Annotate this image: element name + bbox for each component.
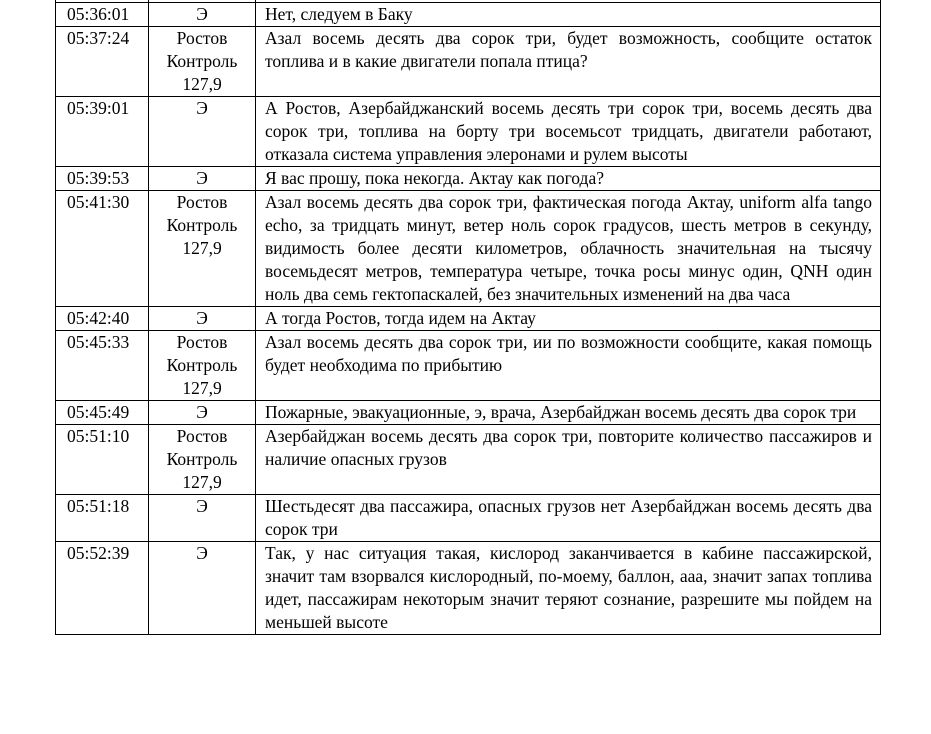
source-line: Ростов xyxy=(176,332,228,352)
source-line: Контроль xyxy=(166,449,238,469)
timestamp-cell: 05:51:18 xyxy=(56,495,149,542)
source-line: Э xyxy=(196,168,208,188)
source-line: Э xyxy=(196,4,208,24)
table-row xyxy=(56,97,881,167)
source-cell xyxy=(149,425,256,495)
source-cell xyxy=(149,97,256,167)
message-cell: Так, у нас ситуация такая, кислород заканчивается в кабине пассажирской, значит там взорвался кислородный, по-моему, баллон, ааа, значит запах топлива идет, пассажирам некоторым значит теряют сознание, разрешите мы пойдем на меньшей высоте xyxy=(256,542,881,635)
transcript-rows xyxy=(56,0,881,635)
source-line: 127,9 xyxy=(182,74,222,94)
timestamp-cell: 05:45:49 xyxy=(56,401,149,425)
timestamp-cell: 05:37:24 xyxy=(56,27,149,97)
source-cell xyxy=(149,331,256,401)
table-row xyxy=(56,331,881,401)
message-cell: Азал восемь десять два сорок три, ии по возможности сообщите, какая помощь будет необходима по прибытию xyxy=(256,331,881,401)
source-cell xyxy=(149,167,256,191)
timestamp-cell: 05:42:40 xyxy=(56,307,149,331)
timestamp-cell: 05:36:01 xyxy=(56,3,149,27)
table-row xyxy=(56,307,881,331)
message-cell: А Ростов, Азербайджанский восемь десять три сорок три, восемь десять два сорок три, топлива на борту три восемьсот тридцать, двигатели работают, отказала система управления элеронами и рулем высоты xyxy=(256,97,881,167)
source-line: 127,9 xyxy=(182,472,222,492)
timestamp-cell: 05:52:39 xyxy=(56,542,149,635)
source-line: 127,9 xyxy=(182,378,222,398)
source-line: Э xyxy=(196,308,208,328)
message-cell: Азал восемь десять два сорок три, будет возможность, сообщите остаток топлива и в какие двигатели попала птица? xyxy=(256,27,881,97)
table-row xyxy=(56,3,881,27)
message-cell: Азербайджан восемь десять два сорок три, повторите количество пассажиров и наличие опасных грузов xyxy=(256,425,881,495)
source-line: Э xyxy=(196,496,208,516)
source-cell xyxy=(149,401,256,425)
source-cell xyxy=(149,307,256,331)
transcript-page xyxy=(55,0,880,635)
source-cell xyxy=(149,27,256,97)
transcript-table xyxy=(55,0,881,635)
timestamp-cell: 05:45:33 xyxy=(56,331,149,401)
table-row xyxy=(56,425,881,495)
source-line: Э xyxy=(196,98,208,118)
timestamp-cell: 05:51:10 xyxy=(56,425,149,495)
timestamp-cell: 05:41:30 xyxy=(56,191,149,307)
source-line: Ростов xyxy=(176,28,228,48)
table-row xyxy=(56,27,881,97)
message-cell: Нет, следуем в Баку xyxy=(256,3,881,27)
source-line: Контроль xyxy=(166,215,238,235)
message-cell: А тогда Ростов, тогда идем на Актау xyxy=(256,307,881,331)
table-row xyxy=(56,401,881,425)
source-line: Ростов xyxy=(176,192,228,212)
source-line: 127,9 xyxy=(182,238,222,258)
source-cell xyxy=(149,495,256,542)
table-row xyxy=(56,167,881,191)
source-cell xyxy=(149,542,256,635)
source-line: Контроль xyxy=(166,51,238,71)
source-line: Ростов xyxy=(176,426,228,446)
source-cell xyxy=(149,191,256,307)
message-cell: Шестьдесят два пассажира, опасных грузов нет Азербайджан восемь десять два сорок три xyxy=(256,495,881,542)
source-line: Э xyxy=(196,543,208,563)
table-row xyxy=(56,191,881,307)
message-cell: Азал восемь десять два сорок три, фактическая погода Актау, uniform alfa tango echo, за тридцать минут, ветер ноль сорок градусов, шесть метров в секунду, видимость более десяти километров, облачность значительная на тысячу восемьдесят метров, температура четыре, точка росы минус один, QNH один ноль два семь гектопаскалей, без значительных изменений на два часа xyxy=(256,191,881,307)
timestamp-cell: 05:39:53 xyxy=(56,167,149,191)
message-cell: Пожарные, эвакуационные, э, врача, Азербайджан восемь десять два сорок три xyxy=(256,401,881,425)
source-line: Э xyxy=(196,402,208,422)
message-cell: Я вас прошу, пока некогда. Актау как погода? xyxy=(256,167,881,191)
source-line: Контроль xyxy=(166,355,238,375)
table-row xyxy=(56,542,881,635)
table-row xyxy=(56,495,881,542)
source-cell xyxy=(149,3,256,27)
timestamp-cell: 05:39:01 xyxy=(56,97,149,167)
